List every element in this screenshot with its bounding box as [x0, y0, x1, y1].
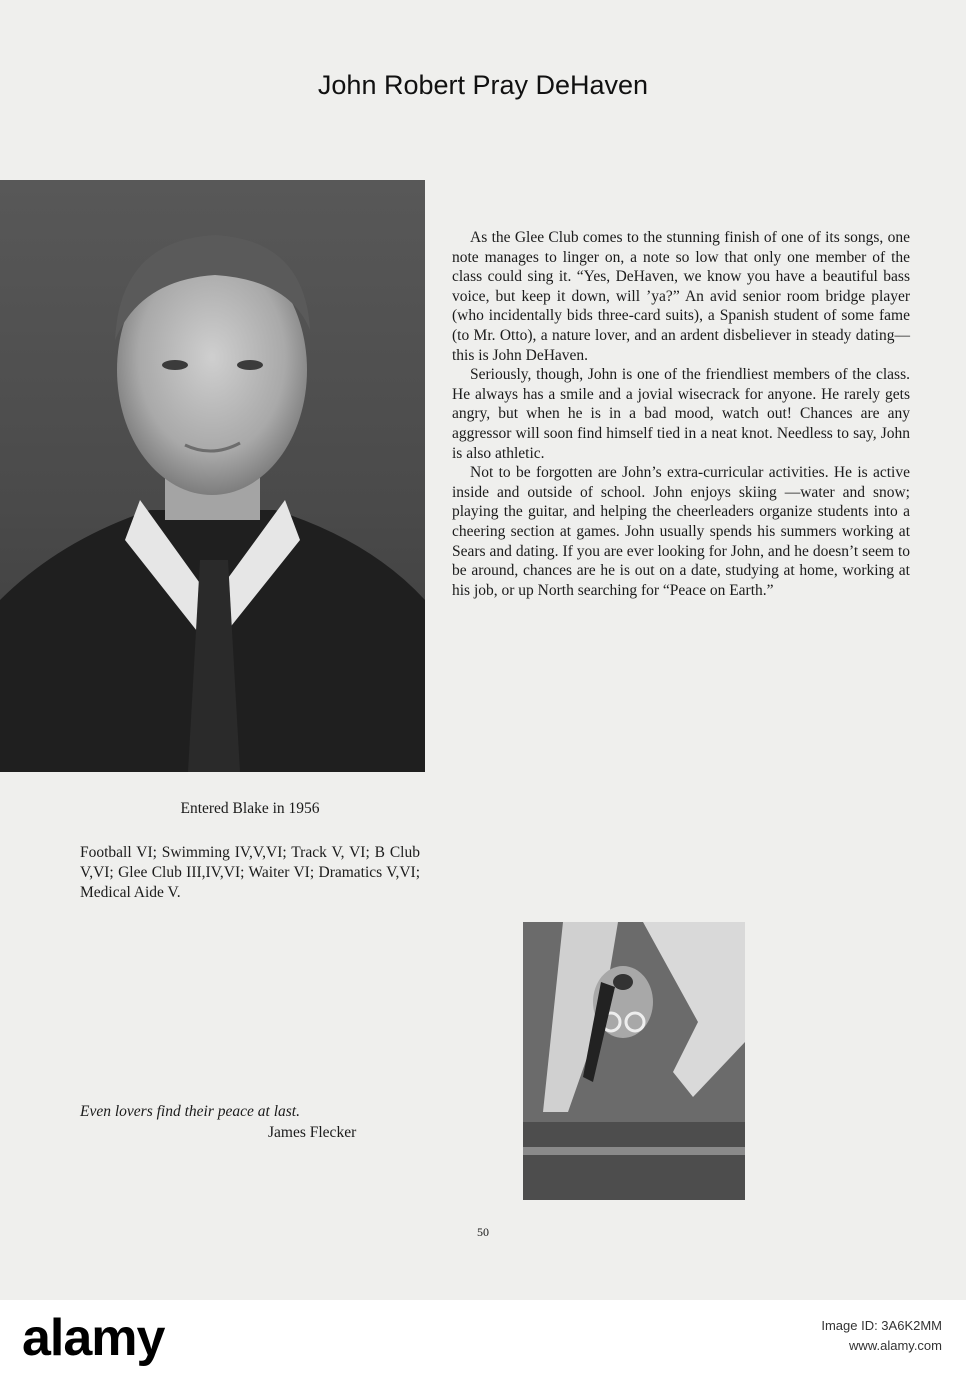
bio-paragraph-2: Seriously, though, John is one of the friendliest members of the class. He always has a smile and a jovial wisecrack for anyone. He rarely gets angry, but when he is in a bad mood, watch out! Chances are any aggressor will soon find himself tied in a neat knot. Needless to say, John is also athletic. — [452, 366, 910, 462]
activities-list: Football VI; Swimming IV,V,VI; Track V, VI; B Club V,VI; Glee Club III,IV,VI; Waiter VI; Dramatics V,VI; Medical Aide V. — [80, 844, 420, 901]
site-url: www.alamy.com — [849, 1338, 942, 1353]
entered-caption: Entered Blake in 1956 — [180, 800, 320, 817]
page-number: 50 — [477, 1225, 489, 1239]
stock-watermark-bar — [0, 1300, 966, 1390]
bio-paragraph-1: As the Glee Club comes to the stunning finish of one of its songs, one note manages to linger on, a note so low that only one member of the class could sing it. “Yes, DeHaven, we know you have a beautiful bass voice, but keep it down, will ’ya?” An avid senior room bridge player (who incidentally bids three-card suits), a Spanish student of some fame (to Mr. Otto), a nature lover, and an ardent disbeliever in steady dating—this is John DeHaven. — [452, 229, 910, 364]
watermark-info — [821, 1316, 942, 1356]
page-title: John Robert Pray DeHaven — [317, 70, 649, 100]
alamy-logo: alamy — [22, 1309, 165, 1367]
bio-paragraph-3: Not to be forgotten are John’s extra-curricular activities. He is active inside and outside of school. John enjoys skiing —water and snow; playing the guitar, and helping the cheerleaders organize students into a cheering section at games. John usually spends his summers working at Sears and dating. If you are ever looking for John, and he doesn’t seem to be around, chances are he is out on a date, studying at home, working at his job, or up North searching for “Peace on Earth.” — [452, 464, 910, 599]
quote-author: James Flecker — [268, 1124, 357, 1141]
quote-text: Even lovers find their peace at last. — [80, 1103, 300, 1120]
image-id-label: Image ID: 3A6K2MM — [821, 1318, 942, 1333]
biography — [452, 228, 910, 600]
candid-photo — [523, 922, 745, 1200]
portrait-photo — [0, 180, 425, 772]
